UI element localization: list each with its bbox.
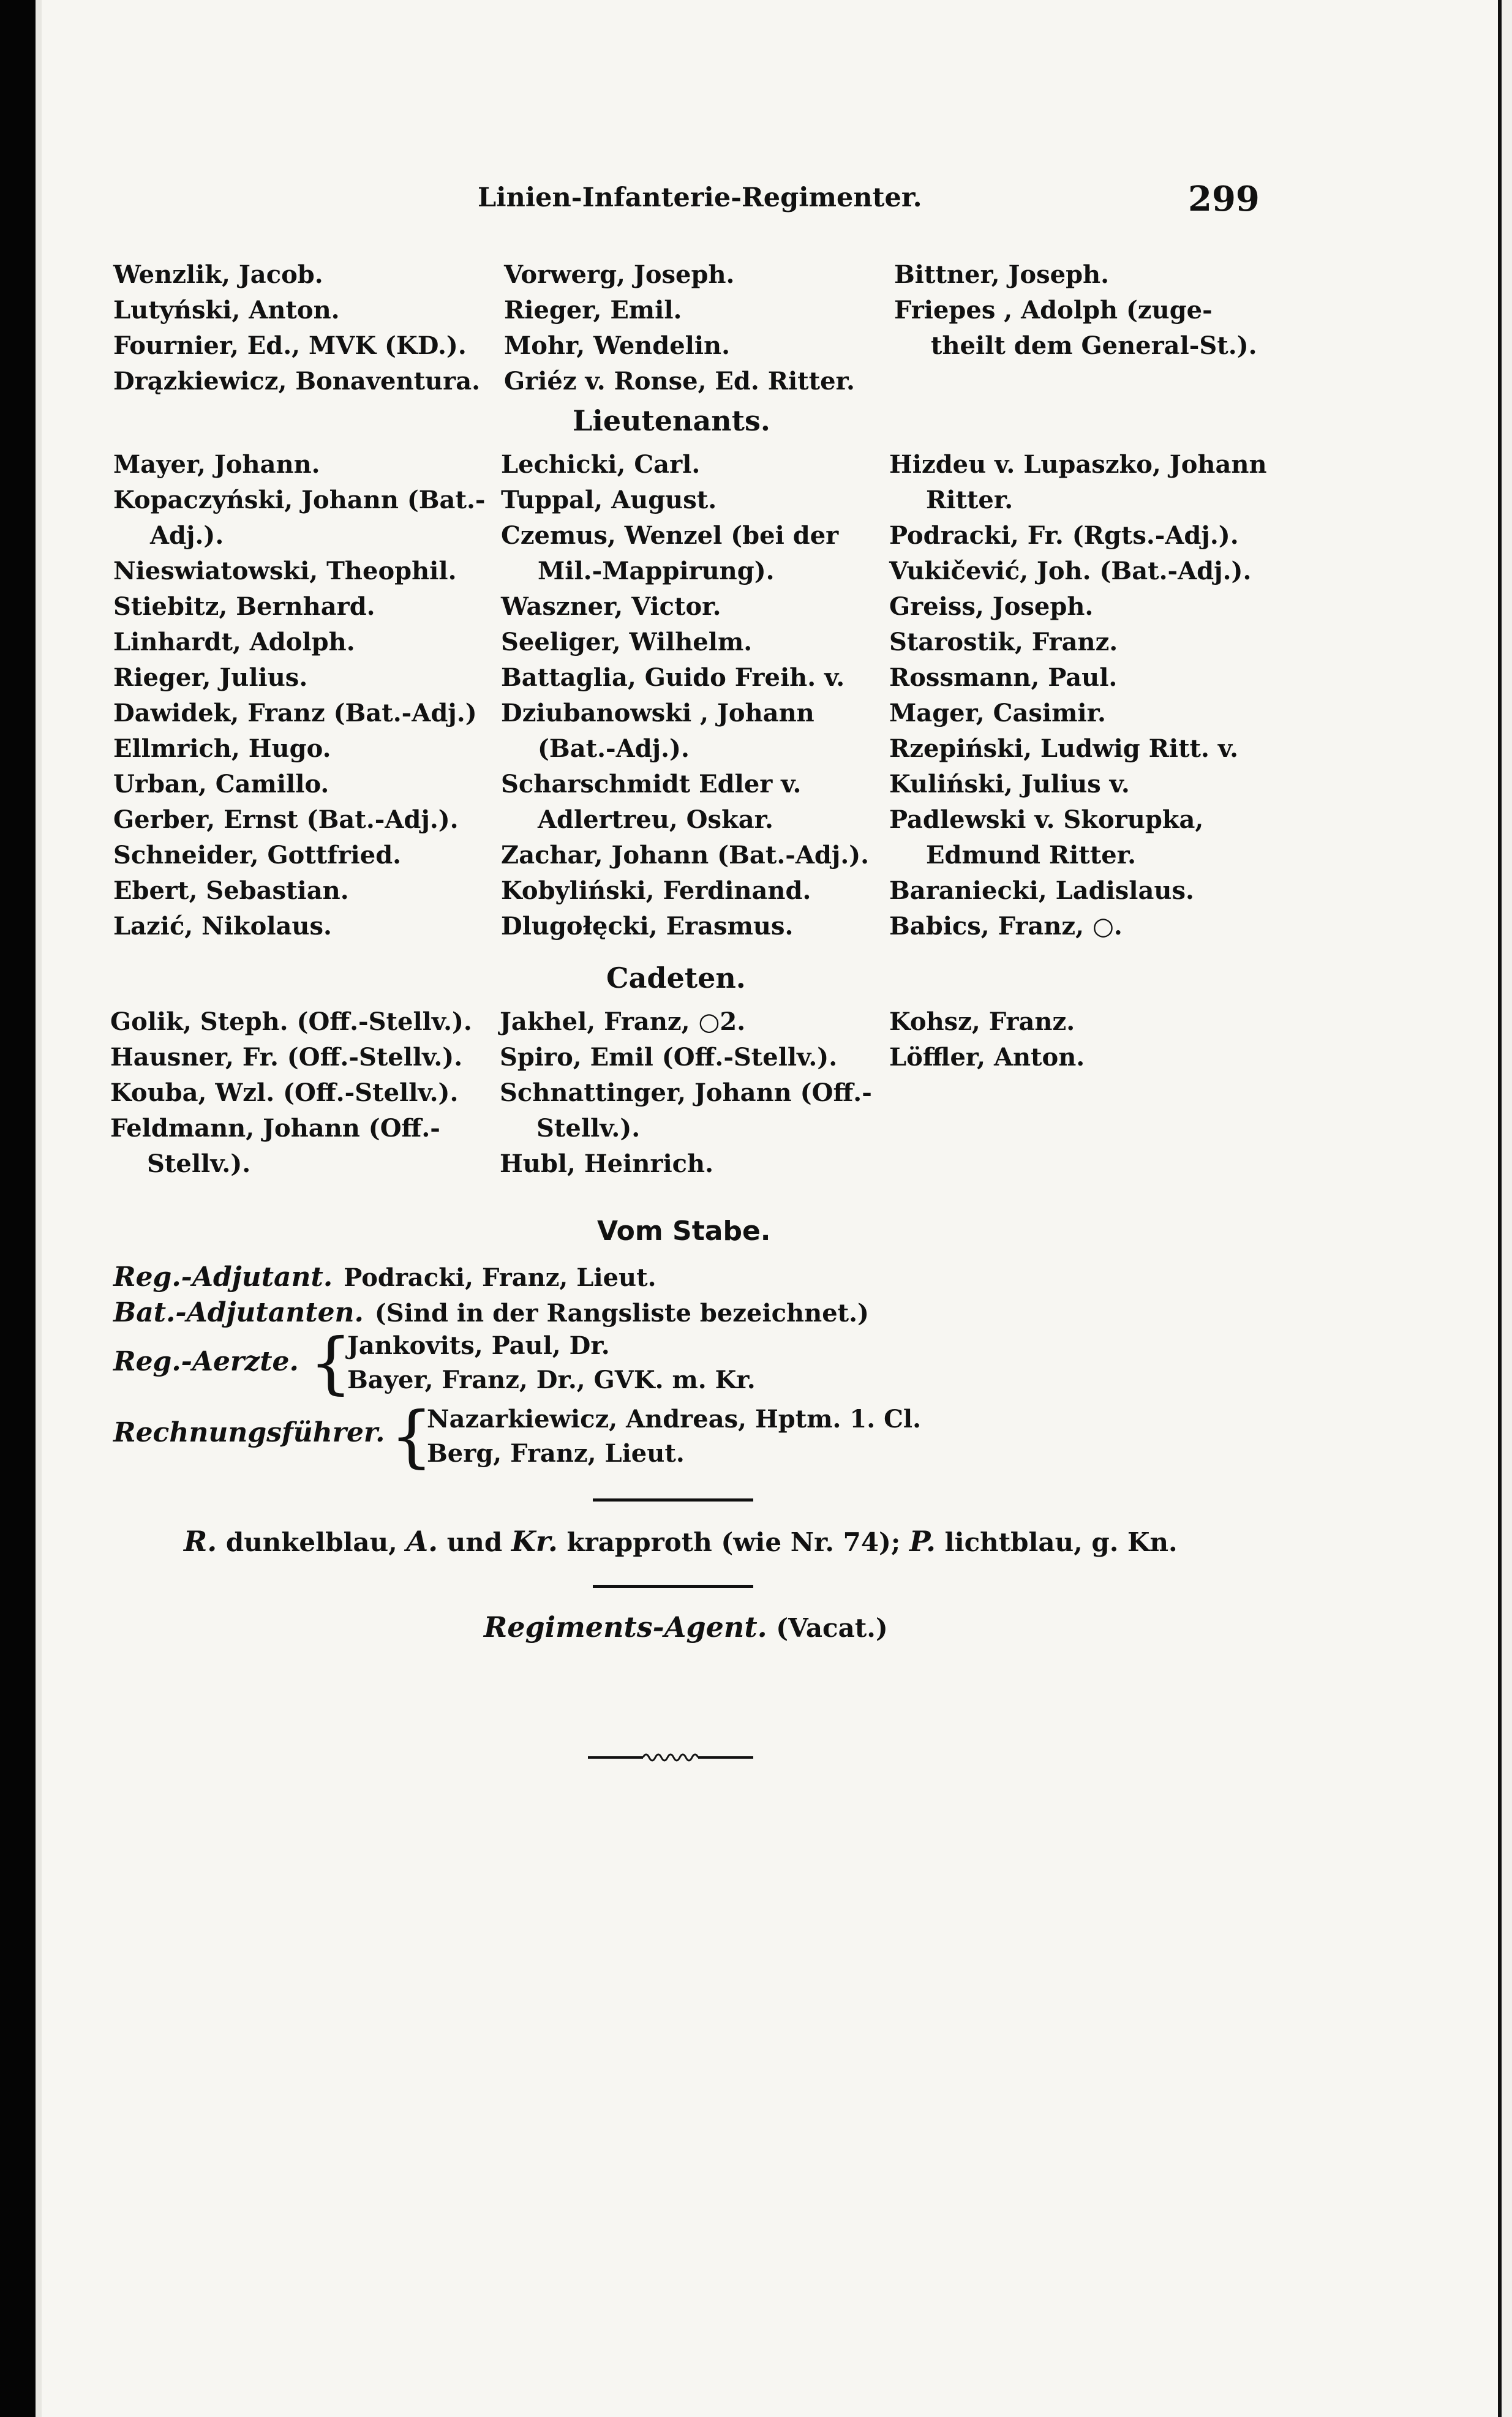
list-item: Czemus, Wenzel (bei der (501, 521, 839, 550)
lieutenants-heading: Lieutenants. (573, 404, 770, 437)
list-item: Tuppal, August. (501, 486, 717, 514)
list-item: Padlewski v. Skorupka, (889, 805, 1204, 834)
role-label: Reg.-Aerzte. (113, 1346, 299, 1377)
list-item: (Bat.-Adj.). (538, 734, 690, 763)
list-item: Baraniecki, Ladislaus. (889, 876, 1194, 905)
list-item: Bittner, Joseph. (894, 260, 1110, 289)
list-item: Ellmrich, Hugo. (113, 734, 331, 763)
lieutenants-col-1 (113, 447, 486, 944)
list-item: Feldmann, Johann (Off.- (110, 1114, 440, 1143)
bat-adjutanten-line (113, 1297, 869, 1328)
top-col-1 (113, 257, 481, 399)
list-item: Babics, Franz, ○. (889, 912, 1123, 941)
list-item: Mil.-Mappirung). (538, 557, 775, 585)
role-label: Reg.-Adjutant. (113, 1261, 333, 1293)
list-item: Dawidek, Franz (Bat.-Adj.) (113, 699, 477, 727)
list-item: Lechicki, Carl. (501, 450, 701, 479)
page-right-edge (1498, 0, 1512, 2417)
list-item: Bayer, Franz, Dr., GVK. m. Kr. (347, 1366, 756, 1394)
list-item: Hubl, Heinrich. (500, 1149, 714, 1178)
cadets-col-2 (500, 1004, 879, 1182)
list-item: Dlugołęcki, Erasmus. (501, 912, 794, 941)
list-item: Battaglia, Guido Freih. v. (501, 663, 845, 692)
list-item: Edmund Ritter. (926, 841, 1137, 870)
page-number: 299 (1188, 179, 1260, 219)
list-item: Lutyński, Anton. (113, 296, 340, 325)
role-label: Rechnungsführer. (113, 1417, 385, 1448)
list-item: theilt dem General-St.). (931, 331, 1257, 360)
list-item: Fournier, Ed., MVK (KD.). (113, 331, 467, 360)
abbr-r: R. (184, 1525, 217, 1558)
list-item: Schneider, Gottfried. (113, 841, 402, 870)
list-item: Mager, Casimir. (889, 699, 1106, 727)
role-entries (347, 1329, 756, 1397)
list-item: Vorwerg, Joseph. (504, 260, 735, 289)
list-item: Seeliger, Wilhelm. (501, 628, 753, 656)
list-item: Schnattinger, Johann (Off.- (500, 1078, 872, 1107)
list-item: Greiss, Joseph. (889, 592, 1094, 621)
page-left-edge (36, 0, 42, 2417)
color-text: dunkelblau, (225, 1527, 397, 1557)
abbr-a: A. (406, 1525, 438, 1558)
list-item: Starostik, Franz. (889, 628, 1118, 656)
list-item: Jakhel, Franz, ○2. (500, 1007, 746, 1036)
list-item: Hizdeu v. Lupaszko, Johann (889, 450, 1267, 479)
list-item: Kopaczyński, Johann (Bat.- (113, 486, 486, 514)
list-item: Kouba, Wzl. (Off.-Stellv.). (110, 1078, 459, 1107)
top-col-2 (504, 257, 871, 399)
list-item: Drązkiewicz, Bonaventura. (113, 367, 481, 396)
color-text: lichtblau, g. Kn. (944, 1527, 1178, 1557)
agent-label: Regiments-Agent. (484, 1611, 767, 1644)
list-item: Scharschmidt Edler v. (501, 770, 802, 799)
list-item: Nazarkiewicz, Andreas, Hptm. 1. Cl. (427, 1405, 922, 1434)
top-col-3 (894, 257, 1262, 364)
cadets-col-1 (110, 1004, 484, 1182)
list-item: Gerber, Ernst (Bat.-Adj.). (113, 805, 459, 834)
list-item: Adj.). (150, 521, 224, 550)
abbr-p: P. (909, 1525, 936, 1558)
list-item: Spiro, Emil (Off.-Stellv.). (500, 1043, 838, 1072)
regiment-colors-line (184, 1525, 1178, 1558)
list-item: Ritter. (926, 486, 1014, 514)
list-item: Podracki, Fr. (Rgts.-Adj.). (889, 521, 1239, 550)
ornamental-rule-icon (588, 1748, 753, 1767)
lieutenants-col-3 (889, 447, 1269, 944)
list-item: Wenzlik, Jacob. (113, 260, 323, 289)
role-value: (Sind in der Rangsliste bezeichnet.) (374, 1299, 869, 1328)
list-item: Jankovits, Paul, Dr. (347, 1331, 610, 1360)
list-item: Kobyliński, Ferdinand. (501, 876, 811, 905)
list-item: Waszner, Victor. (501, 592, 721, 621)
color-text: krapproth (wie Nr. 74); (566, 1527, 901, 1557)
role-entries (427, 1402, 921, 1471)
role-label: Bat.-Adjutanten. (113, 1297, 364, 1328)
list-item: Stellv.). (147, 1149, 251, 1178)
reg-adjutant-line (113, 1261, 656, 1293)
divider (593, 1498, 753, 1502)
abbr-kr: Kr. (511, 1525, 558, 1558)
list-item: Adlertreu, Oskar. (538, 805, 773, 834)
list-item: Stiebitz, Bernhard. (113, 592, 375, 621)
list-item: Vukičević, Joh. (Bat.-Adj.). (889, 557, 1252, 585)
cadets-col-3 (889, 1004, 1257, 1075)
list-item: Rieger, Emil. (504, 296, 682, 325)
cadets-heading: Cadeten. (606, 961, 746, 994)
running-header: Linien-Infanterie-Regimenter. (478, 182, 922, 213)
list-item: Linhardt, Adolph. (113, 628, 355, 656)
list-item: Rzepiński, Ludwig Ritt. v. (889, 734, 1239, 763)
brace-icon: { (390, 1397, 433, 1475)
list-item: Rossmann, Paul. (889, 663, 1118, 692)
list-item: Rieger, Julius. (113, 663, 308, 692)
staff-heading: Vom Stabe. (597, 1216, 771, 1247)
list-item: Berg, Franz, Lieut. (427, 1439, 685, 1468)
list-item: Friepes , Adolph (zuge- (894, 296, 1213, 325)
list-item: Golik, Steph. (Off.-Stellv.). (110, 1007, 472, 1036)
list-item: Kohsz, Franz. (889, 1007, 1075, 1036)
connector: und (446, 1527, 503, 1557)
list-item: Stellv.). (536, 1114, 641, 1143)
brace-icon: { (309, 1323, 352, 1402)
list-item: Hausner, Fr. (Off.-Stellv.). (110, 1043, 463, 1072)
list-item: Nieswiatowski, Theophil. (113, 557, 457, 585)
list-item: Mohr, Wendelin. (504, 331, 731, 360)
agent-value: (Vacat.) (776, 1613, 888, 1643)
list-item: Dziubanowski , Johann (501, 699, 814, 727)
agent-line (484, 1611, 888, 1644)
list-item: Mayer, Johann. (113, 450, 320, 479)
list-item: Griéz v. Ronse, Ed. Ritter. (504, 367, 855, 396)
role-value: Podracki, Franz, Lieut. (344, 1263, 656, 1292)
list-item: Zachar, Johann (Bat.-Adj.). (501, 841, 870, 870)
divider (593, 1585, 753, 1588)
lieutenants-col-2 (501, 447, 868, 944)
list-item: Ebert, Sebastian. (113, 876, 349, 905)
list-item: Löffler, Anton. (889, 1043, 1085, 1072)
list-item: Kuliński, Julius v. (889, 770, 1130, 799)
list-item: Urban, Camillo. (113, 770, 329, 799)
list-item: Lazić, Nikolaus. (113, 912, 332, 941)
